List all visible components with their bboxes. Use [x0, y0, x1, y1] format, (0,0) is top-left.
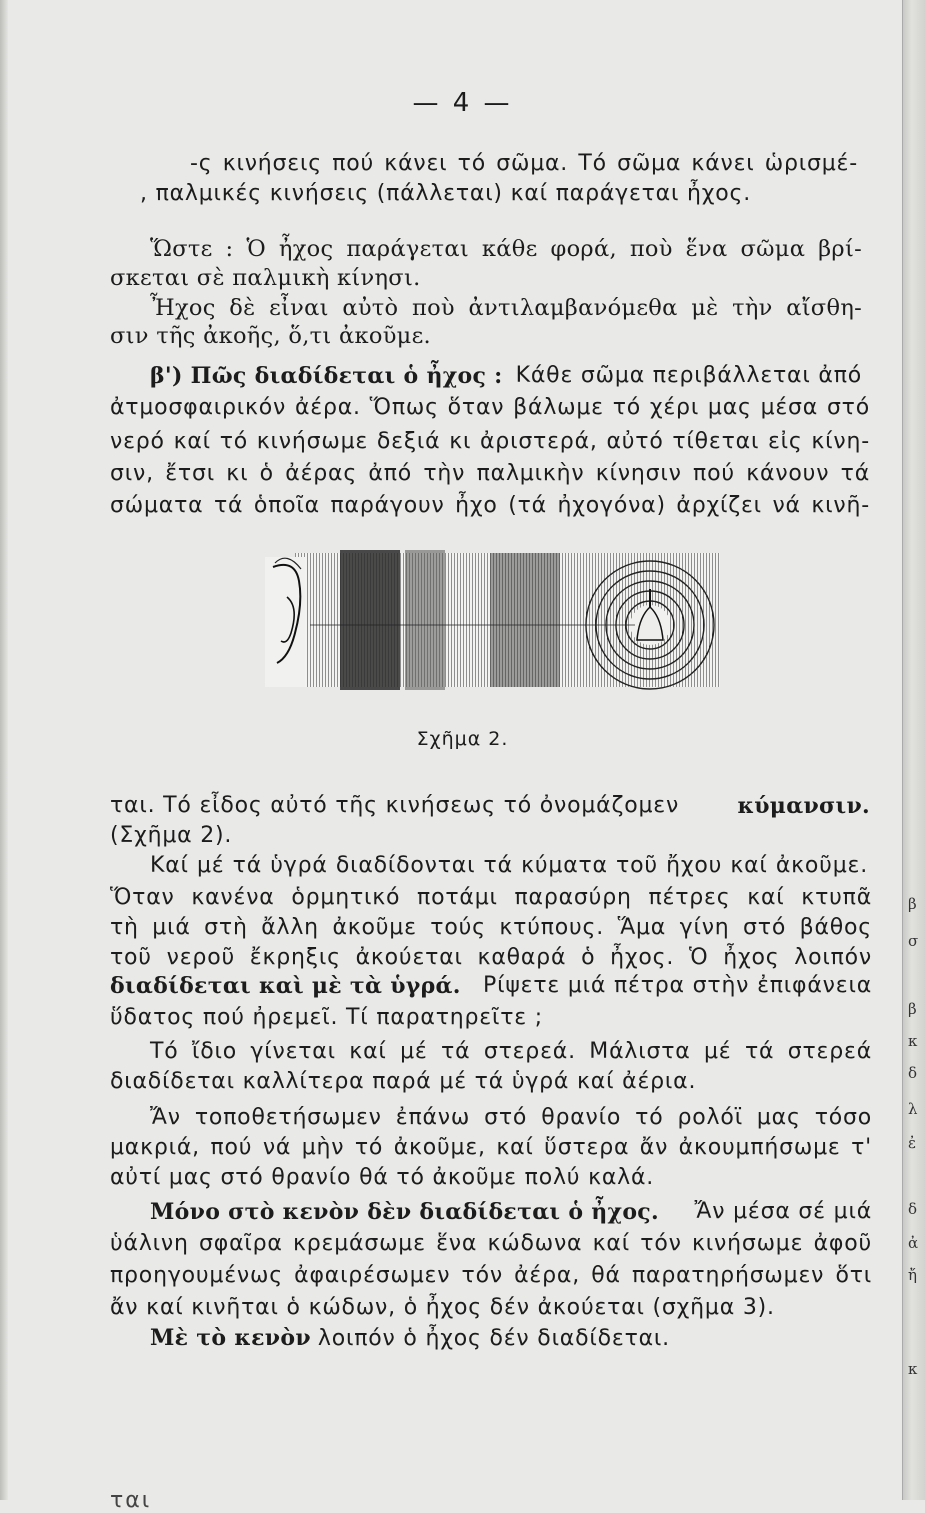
text-line [150, 1198, 872, 1228]
text-line: διαδίδεται καλλίτερα παρά μέ τά ὑγρά καί ἀέρια. [110, 1069, 697, 1094]
margin-fragment: β [908, 1000, 917, 1018]
text-line: νερό καί τό κινήσωμε δεξιά κι ἀριστερά, αὐτό τίθεται εἰς κίνη- [110, 429, 870, 454]
text-line: σιν, ἔτσι κι ὁ ἀέρας ἀπό τὴν παλμικὴν κίνησιν πού κάνουν τά [110, 461, 870, 486]
sound-wave-figure [265, 545, 730, 695]
text-line: Ἄν τοποθετήσωμεν ἐπάνω στό θρανίο τό ρολόϊ μας τόσο [150, 1105, 872, 1130]
text-line: (Σχῆμα 2). [110, 823, 233, 848]
text-line: τὴ μιά στὴ ἄλλη ἀκοῦμε τούς κτύπους. Ἅμα γίνη στό βάθος [110, 915, 872, 940]
term-kymansis: κύμανσιν. [737, 793, 870, 819]
text-line [150, 1324, 910, 1354]
text-line: Ὅταν κανένα ὁρμητικό ποτάμι παρασύρη πέτρες καί κτυπᾶ [110, 885, 872, 910]
text-line: Ὥστε : Ὁ ἦχος παράγεται κάθε φορά, ποὺ ἕνα σῶμα βρί- [150, 236, 862, 262]
text-line: -ς κινήσεις πού κάνει τό σῶμα. Τό σῶμα κάνει ὡρισμέ- [190, 151, 858, 176]
text-line: ἄν καί κινῆται ὁ κώδων, ὁ ἦχος δέν ἀκούεται (σχῆμα 3). [110, 1295, 775, 1320]
margin-fragment: β [908, 895, 917, 913]
margin-fragment: λ [908, 1100, 918, 1118]
neighbor-page-edge [902, 0, 925, 1500]
text-line: αὐτί μας στό θρανίο θά τό ἀκοῦμε πολύ καλά. [110, 1165, 655, 1190]
text-line: σκεται σὲ παλμικὴ κίνησι. [110, 265, 421, 291]
section-b-first-line [150, 362, 862, 392]
text-fragment-bold: Μόνο στὸ κενὸν δὲν διαδίδεται ὁ ἦχος. [150, 1199, 659, 1225]
text-line: Καί μέ τά ὑγρά διαδίδονται τά κύματα τοῦ ἤχου καί ἀκοῦμε. [150, 853, 868, 878]
text-fragment: Κάθε σῶμα περιβάλλεται ἀπό [515, 363, 862, 388]
text-line: Τό ἴδιο γίνεται καί μέ τά στερεά. Μάλιστα μέ τά στερεά [150, 1039, 872, 1064]
page-left-edge [0, 0, 8, 1500]
figure-caption: Σχῆμα 2. [416, 728, 509, 750]
compression-band [490, 553, 560, 687]
margin-fragment: κ [908, 1360, 918, 1378]
margin-fragment: κ [908, 1032, 918, 1050]
text-fragment-bold: Μὲ τὸ κενὸν [150, 1325, 311, 1351]
margin-fragment: ἤ [908, 1266, 917, 1284]
margin-fragment: δ [908, 1200, 918, 1218]
bottom-bleed-text [0, 1486, 925, 1513]
text-line: , παλμικές κινήσεις (πάλλεται) καί παράγεται ἦχος. [140, 181, 752, 206]
section-heading: β') Πῶς διαδίδεται ὁ ἦχος : [150, 363, 503, 389]
margin-fragment: ἐ [908, 1134, 917, 1152]
margin-fragment: ἀ [908, 1234, 919, 1252]
text-line [110, 972, 872, 1002]
text-line: Ἦχος δὲ εἶναι αὐτὸ ποὺ ἀντιλαμβανόμεθα μὲ τὴν αἴσθη- [150, 295, 862, 321]
compression-band [340, 550, 400, 690]
text-fragment: Ρίψετε μιά πέτρα στὴν ἐπιφάνεια [483, 973, 872, 998]
text-line: σιν τῆς ἀκοῆς, ὅ,τι ἀκοῦμε. [110, 323, 432, 349]
text-fragment-bold: διαδίδεται καὶ μὲ τὰ ὑγρά. [110, 973, 461, 999]
margin-fragment: δ [908, 1064, 918, 1082]
compression-band [405, 550, 445, 690]
text-line: ἀτμοσφαιρικόν ἀέρα. Ὅπως ὅταν βάλωμε τό χέρι μας μέσα στό [110, 395, 870, 420]
page-number: — 4 — [412, 88, 513, 118]
text-line: προηγουμένως ἀφαιρέσωμεν τόν ἀέρα, θά παρατηρήσωμεν ὅτι [110, 1263, 872, 1288]
text-line [110, 792, 870, 822]
bleed-fragment: ται [110, 1488, 152, 1513]
ear-icon [265, 557, 305, 687]
text-fragment: Ἄν μέσα σέ μιά [694, 1199, 872, 1224]
text-line: τοῦ νεροῦ ἔκρηξις ἀκούεται καθαρά ὁ ἦχος. Ὁ ἦχος λοιπόν [110, 945, 872, 970]
text-fragment: ται. Τό εἶδος αὐτό τῆς κινήσεως τό ὀνομάζομεν [110, 793, 680, 818]
text-line: ὕδατος πού ἠρεμεῖ. Τί παρατηρεῖτε ; [110, 1005, 543, 1030]
text-line: μακριά, πού νά μὴν τό ἀκοῦμε, καί ὕστερα ἄν ἀκουμπήσωμε τ' [110, 1135, 872, 1160]
margin-fragment: σ [908, 932, 919, 950]
text-line: σώματα τά ὁποῖα παράγουν ἦχο (τά ἠχογόνα) ἀρχίζει νά κινῆ- [110, 493, 870, 518]
text-fragment: λοιπόν ὁ ἦχος δέν διαδίδεται. [317, 1326, 670, 1351]
text-line: ὑάλινη σφαῖρα κρεμάσωμε ἕνα κώδωνα καί τόν κινήσωμε ἀφοῦ [110, 1231, 872, 1256]
